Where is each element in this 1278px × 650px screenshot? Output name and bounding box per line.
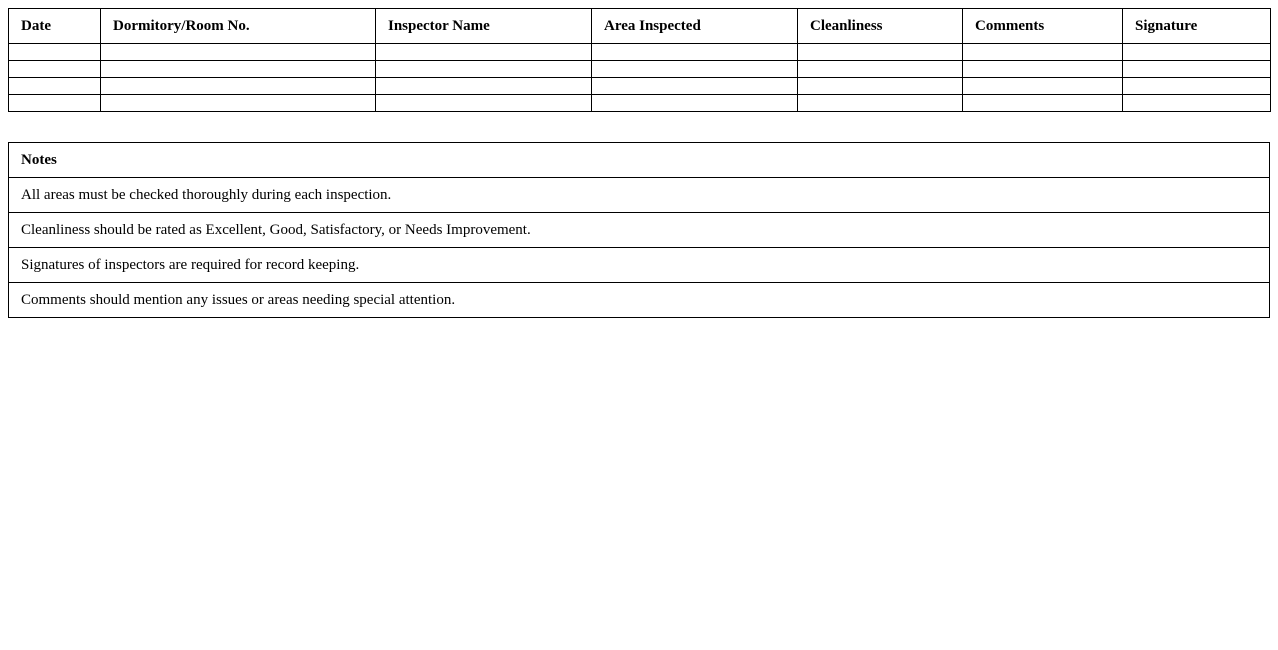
note-item: Cleanliness should be rated as Excellent, Good, Satisfactory, or Needs Improvement. [9,213,1270,248]
column-header-comments: Comments [963,9,1123,44]
note-item: All areas must be checked thoroughly during each inspection. [9,178,1270,213]
table-cell [9,78,101,95]
table-cell [101,95,376,112]
column-header-room: Dormitory/Room No. [101,9,376,44]
table-row [9,61,1271,78]
table-cell [798,95,963,112]
table-row [9,44,1271,61]
table-row [9,78,1271,95]
table-cell [963,61,1123,78]
table-cell [1123,61,1271,78]
table-cell [101,44,376,61]
notes-row [9,178,1270,213]
note-item: Signatures of inspectors are required for record keeping. [9,248,1270,283]
table-cell [9,95,101,112]
table-cell [1123,78,1271,95]
table-cell [592,61,798,78]
notes-row [9,213,1270,248]
table-cell [798,78,963,95]
inspection-header-row [9,9,1271,44]
inspection-table [8,8,1271,112]
table-cell [798,44,963,61]
table-cell [376,95,592,112]
table-cell [592,44,798,61]
column-header-inspector: Inspector Name [376,9,592,44]
table-row [9,95,1271,112]
notes-row [9,248,1270,283]
notes-header-row [9,143,1270,178]
table-cell [592,95,798,112]
table-cell [9,44,101,61]
table-cell [963,95,1123,112]
table-cell [376,78,592,95]
table-cell [963,44,1123,61]
table-cell [9,61,101,78]
column-header-cleanliness: Cleanliness [798,9,963,44]
table-cell [376,61,592,78]
column-header-date: Date [9,9,101,44]
column-header-signature: Signature [1123,9,1271,44]
notes-table [8,142,1270,318]
table-cell [592,78,798,95]
table-cell [798,61,963,78]
table-cell [963,78,1123,95]
table-cell [376,44,592,61]
table-cell [1123,44,1271,61]
table-cell [101,78,376,95]
table-cell [1123,95,1271,112]
table-cell [101,61,376,78]
notes-row [9,283,1270,318]
column-header-area: Area Inspected [592,9,798,44]
note-item: Comments should mention any issues or areas needing special attention. [9,283,1270,318]
notes-title: Notes [9,143,1270,178]
